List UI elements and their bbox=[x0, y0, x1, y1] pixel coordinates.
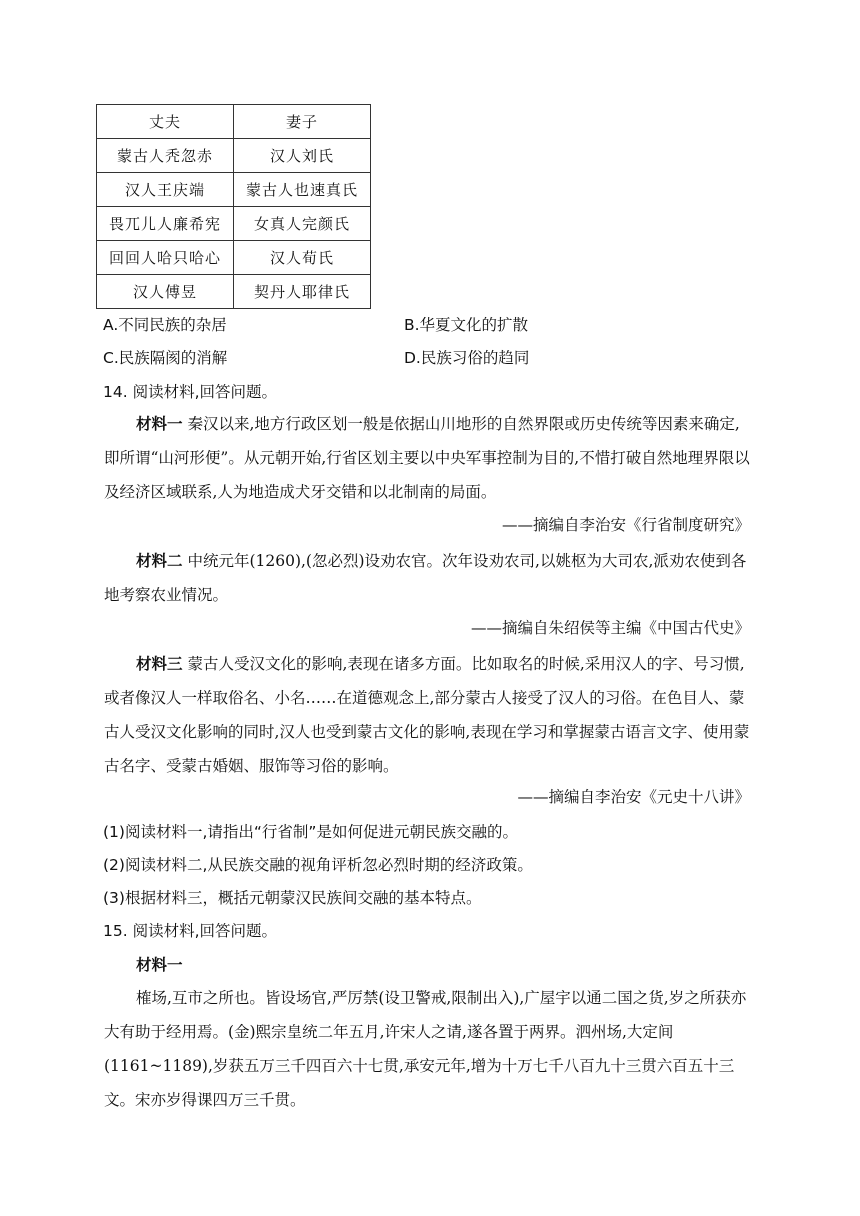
table-cell: 汉人刘氏 bbox=[234, 139, 371, 173]
q14-sub-question-2: (2)阅读材料二,从民族交融的视角评析忽必烈时期的经济政策。 bbox=[103, 856, 533, 874]
q14-material-2-source: ——摘编自朱绍侯等主编《中国古代史》 bbox=[470, 619, 750, 637]
table-header-cell: 丈夫 bbox=[97, 105, 234, 139]
option-a: A.不同民族的杂居 bbox=[103, 316, 227, 334]
table-cell: 蒙古人秃忽赤 bbox=[97, 139, 234, 173]
q14-material-1 bbox=[104, 407, 754, 509]
q14-material-3 bbox=[104, 647, 754, 783]
q14-material-2 bbox=[104, 544, 754, 612]
material-text: 秦汉以来,地方行政区划一般是依据山川地形的自然界限或历史传统等因素来确定,即所谓“山河形便”。从元朝开始,行省区划主要以中央军事控制为目的,不惜打破自然地理界限以及经济区域联系,人为地造成犬牙交错和以北制南的局面。 bbox=[104, 415, 750, 501]
table-cell: 汉人王庆端 bbox=[97, 173, 234, 207]
q14-material-1-source: ——摘编自李治安《行省制度研究》 bbox=[501, 516, 750, 534]
table-cell: 女真人完颜氏 bbox=[234, 207, 371, 241]
table-row bbox=[97, 173, 371, 207]
marriage-table bbox=[96, 104, 371, 309]
q15-material-1-label: 材料一 bbox=[136, 955, 183, 974]
q14-sub-question-3: (3)根据材料三，概括元朝蒙汉民族间交融的基本特点。 bbox=[103, 889, 482, 907]
table-row bbox=[97, 275, 371, 309]
material-label: 材料一 bbox=[136, 414, 183, 433]
table-cell: 汉人荀氏 bbox=[234, 241, 371, 275]
option-d: D.民族习俗的趋同 bbox=[404, 349, 530, 367]
option-c: C.民族隔阂的消解 bbox=[103, 349, 228, 367]
table-cell: 回回人哈只哈心 bbox=[97, 241, 234, 275]
q14-material-3-source: ——摘编自李治安《元史十八讲》 bbox=[517, 788, 750, 806]
material-text: 中统元年(1260),(忽必烈)设劝农官。次年设劝农司,以姚枢为大司农,派劝农使到各地考察农业情况。 bbox=[104, 552, 747, 604]
option-b: B.华夏文化的扩散 bbox=[404, 316, 529, 334]
table-row bbox=[97, 207, 371, 241]
material-text: 蒙古人受汉文化的影响,表现在诸多方面。比如取名的时候,采用汉人的字、号习惯,或者像汉人一样取俗名、小名……在道德观念上,部分蒙古人接受了汉人的习俗。在色目人、蒙古人受汉文化影响的同时,汉人也受到蒙古文化的影响,表现在学习和掌握蒙古语言文字、使用蒙古名字、受蒙古婚姻、服饰等习俗的影响。 bbox=[104, 655, 750, 775]
table-header-row bbox=[97, 105, 371, 139]
material-label: 材料二 bbox=[136, 551, 183, 570]
q14-sub-question-1: (1)阅读材料一,请指出“行省制”是如何促进元朝民族交融的。 bbox=[103, 823, 518, 841]
table-header-cell: 妻子 bbox=[234, 105, 371, 139]
table-cell: 蒙古人也速真氏 bbox=[234, 173, 371, 207]
table-cell: 畏兀儿人廉希宪 bbox=[97, 207, 234, 241]
question-15-title: 15. 阅读材料,回答问题。 bbox=[103, 922, 278, 940]
q15-material-1-text: 榷场,互市之所也。皆设场官,严厉禁(设卫警戒,限制出入),广屋宇以通二国之货,岁之所获亦大有助于经用焉。(金)熙宗皇统二年五月,许宋人之请,遂各置于两界。泗州场,大定间(1161~1189),岁获五万三千四百六十七贯,承安元年,增为十万七千八百九十三贯六百五十三文。宋亦岁得课四万三千贯。 bbox=[104, 989, 747, 1109]
table-row bbox=[97, 139, 371, 173]
material-label: 材料三 bbox=[136, 654, 183, 673]
table-cell: 汉人傅昱 bbox=[97, 275, 234, 309]
table-cell: 契丹人耶律氏 bbox=[234, 275, 371, 309]
question-14-title: 14. 阅读材料,回答问题。 bbox=[103, 383, 278, 401]
table-row bbox=[97, 241, 371, 275]
